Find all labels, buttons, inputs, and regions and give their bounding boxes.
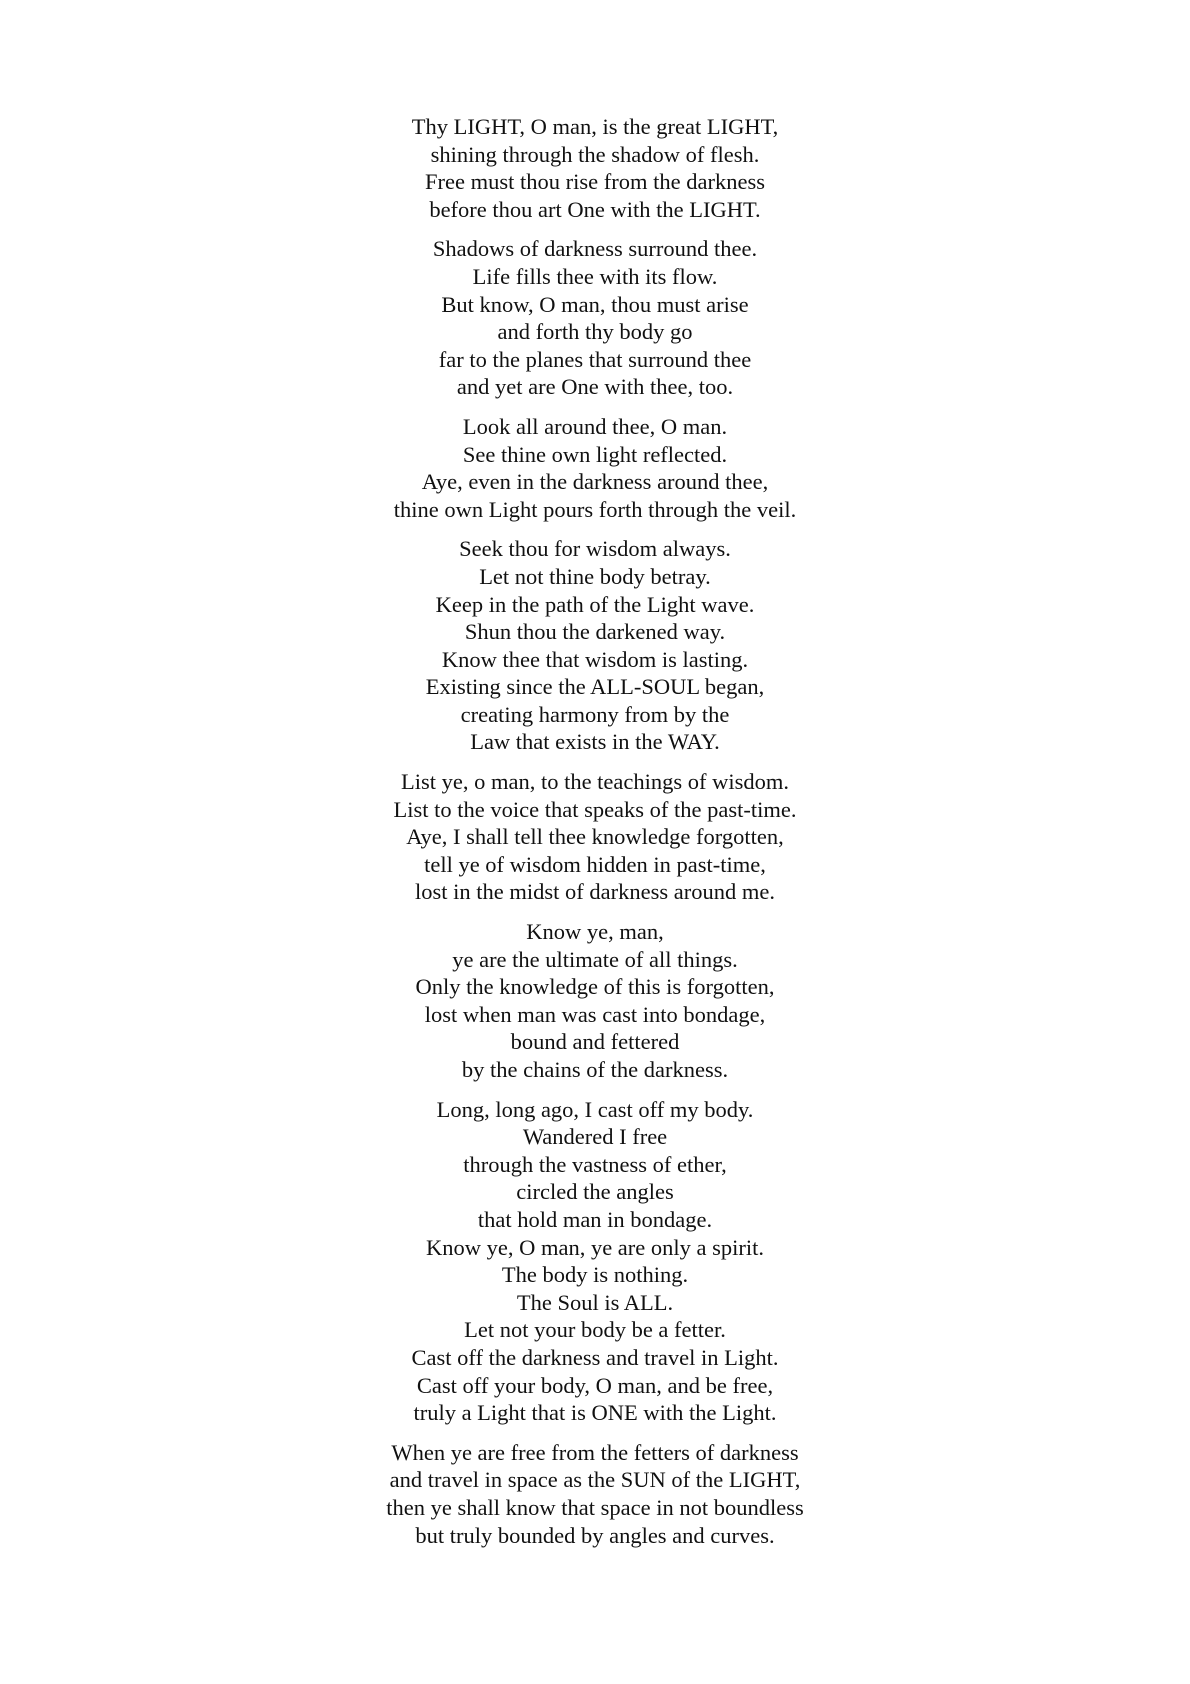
poem-line: Cast off your body, O man, and be free, xyxy=(416,1372,774,1398)
poem-line: List ye, o man, to the teachings of wisdom. xyxy=(400,769,790,795)
poem-line: and yet are One with thee, too. xyxy=(456,374,734,400)
poem-line: creating harmony from by the xyxy=(460,701,730,727)
poem-line: Shadows of darkness surround thee. xyxy=(432,236,758,262)
poem-line: ye are the ultimate of all things. xyxy=(452,946,738,972)
poem-line: Let not your body be a fetter. xyxy=(464,1317,726,1343)
poem-line: Look all around thee, O man. xyxy=(462,413,728,439)
poem-line: tell ye of wisdom hidden in past-time, xyxy=(424,851,766,877)
poem-line: Know thee that wisdom is lasting. xyxy=(441,646,749,672)
poem-line: When ye are free from the fetters of darkness xyxy=(391,1439,799,1465)
poem-line: Know ye, man, xyxy=(526,919,664,945)
poem-line: Seek thou for wisdom always. xyxy=(459,536,731,562)
poem-line: and travel in space as the SUN of the LIGHT, xyxy=(389,1467,801,1493)
poem-line: List to the voice that speaks of the past-time. xyxy=(393,796,797,822)
poem-line: bound and fettered xyxy=(510,1029,680,1055)
poem-line: Shun thou the darkened way. xyxy=(464,619,726,645)
poem-line: through the vastness of ether, xyxy=(463,1151,727,1177)
poem-line: Keep in the path of the Light wave. xyxy=(435,591,755,617)
poem-line: Only the knowledge of this is forgotten, xyxy=(415,974,775,1000)
poem-line: Wandered I free xyxy=(522,1124,668,1150)
poem-body xyxy=(0,113,1190,1561)
poem-line: shining through the shadow of flesh. xyxy=(430,141,760,167)
stanza-4 xyxy=(0,535,1190,756)
poem-line: The Soul is ALL. xyxy=(516,1289,674,1315)
poem-line: Aye, I shall tell thee knowledge forgotten, xyxy=(406,824,784,850)
stanza-8 xyxy=(0,1439,1190,1549)
poem-line: Law that exists in the WAY. xyxy=(470,729,720,755)
poem-line: Know ye, O man, ye are only a spirit. xyxy=(425,1234,765,1260)
poem-line: then ye shall know that space in not boundless xyxy=(386,1494,804,1520)
stanza-7 xyxy=(0,1096,1190,1427)
poem-line: Thy LIGHT, O man, is the great LIGHT, xyxy=(411,114,779,139)
poem-line: lost in the midst of darkness around me. xyxy=(415,879,775,905)
poem-line: by the chains of the darkness. xyxy=(461,1057,729,1082)
poem-line: Free must thou rise from the darkness xyxy=(425,169,765,195)
poem-line: but truly bounded by angles and curves. xyxy=(415,1522,775,1548)
stanza-1 xyxy=(0,113,1190,223)
poem-line: far to the planes that surround thee xyxy=(438,346,752,372)
poem-line: Long, long ago, I cast off my body. xyxy=(436,1096,754,1122)
poem-line: Existing since the ALL-SOUL began, xyxy=(425,674,765,700)
stanza-2 xyxy=(0,235,1190,401)
poem-line: thine own Light pours forth through the veil. xyxy=(393,496,797,522)
stanza-5 xyxy=(0,768,1190,906)
stanza-3 xyxy=(0,413,1190,523)
poem-line: circled the angles xyxy=(516,1179,674,1205)
poem-line: Cast off the darkness and travel in Light. xyxy=(411,1344,779,1370)
poem-line: Aye, even in the darkness around thee, xyxy=(421,469,769,495)
poem-line: before thou art One with the LIGHT. xyxy=(429,196,761,222)
poem-line: that hold man in bondage. xyxy=(477,1206,713,1232)
poem-line: truly a Light that is ONE with the Light. xyxy=(413,1400,777,1426)
poem-line: Let not thine body betray. xyxy=(479,563,711,589)
poem-line: See thine own light reflected. xyxy=(462,441,728,467)
stanza-6 xyxy=(0,918,1190,1084)
poem-line: and forth thy body go xyxy=(497,319,693,345)
poem-line: But know, O man, thou must arise xyxy=(441,291,749,317)
poem-line: Life fills thee with its flow. xyxy=(472,263,718,289)
poem-line: The body is nothing. xyxy=(501,1262,689,1288)
poem-line: lost when man was cast into bondage, xyxy=(424,1001,766,1027)
